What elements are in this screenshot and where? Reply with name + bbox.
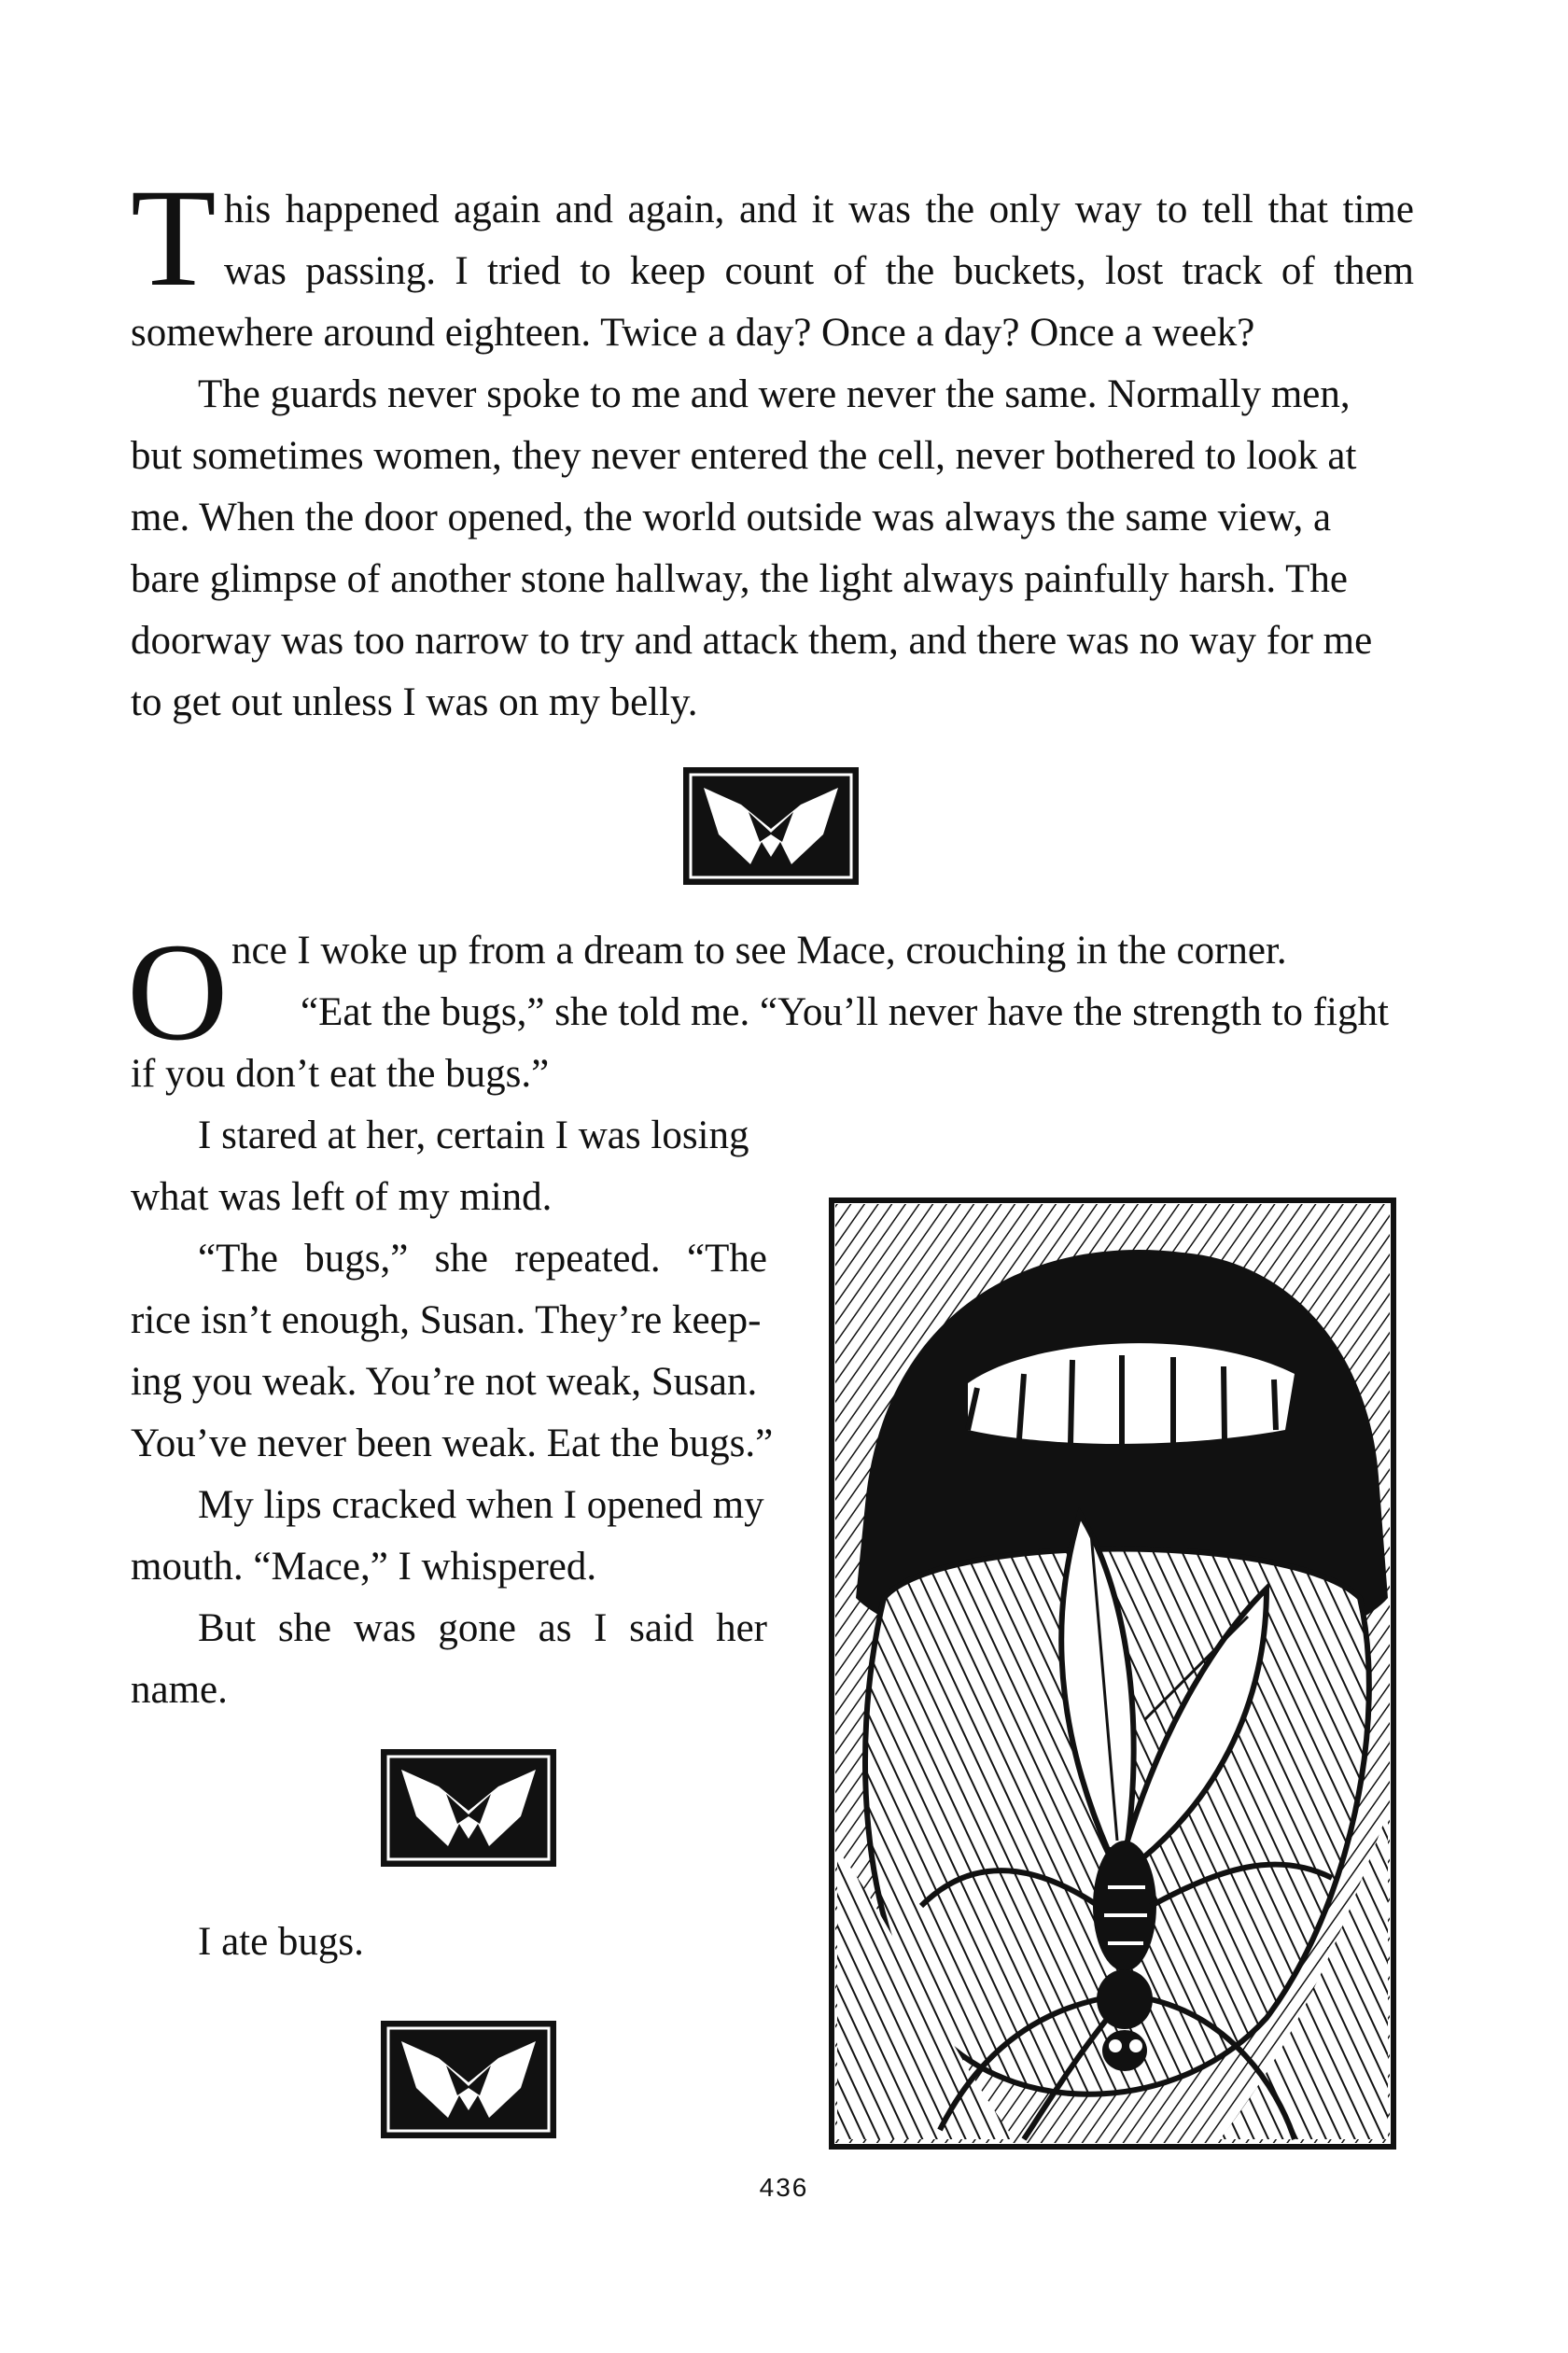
word: of [1281, 249, 1315, 293]
word: only [988, 188, 1061, 231]
paragraph-line: bare glimpse of another stone hallway, the light always painfully harsh. The [131, 557, 1348, 601]
word: she [277, 1606, 332, 1650]
drop-cap-t: T [131, 161, 217, 315]
word: that [1267, 188, 1328, 231]
paragraph-line: mouth. “Mace,” I whispered. [131, 1545, 597, 1589]
paragraph-line: I ate bugs. [198, 1920, 364, 1964]
word: buckets, [953, 249, 1086, 293]
paragraph-line: My lips cracked when I opened my [198, 1483, 764, 1527]
word: count [724, 249, 815, 293]
word: happened [285, 188, 440, 231]
word: as [538, 1606, 572, 1650]
paragraph-line [224, 241, 1414, 302]
paragraph-line: rice isn’t enough, Susan. They’re keep- [131, 1298, 762, 1342]
word: way [1074, 188, 1142, 231]
paragraph-line: nce I woke up from a dream to see Mace, crouching in the corner. [231, 929, 1287, 973]
word: his [224, 188, 272, 231]
page-number: 436 [759, 2173, 809, 2202]
section-break-ornament-icon [381, 2021, 556, 2138]
word: “The [198, 1237, 278, 1281]
word: time [1342, 188, 1414, 231]
paragraph-line: The guards never spoke to me and were never the same. Normally men, [198, 372, 1351, 416]
word: to [580, 249, 611, 293]
word: the [925, 188, 975, 231]
paragraph-line: doorway was too narrow to try and attack them, and there was no way for me [131, 619, 1373, 663]
word: the [885, 249, 935, 293]
paragraph-line: You’ve never been weak. Eat the bugs.” [131, 1422, 774, 1465]
word: them [1334, 249, 1414, 293]
paragraph-line [198, 1228, 767, 1290]
paragraph-line [198, 1598, 767, 1660]
word: track [1182, 249, 1263, 293]
word: I [594, 1606, 608, 1650]
word: gone [438, 1606, 516, 1650]
word: But [198, 1606, 257, 1650]
word: and [738, 188, 798, 231]
word: she [434, 1237, 488, 1281]
paragraph-line: but sometimes women, they never entered the cell, never bothered to look at [131, 434, 1357, 478]
section-break-ornament-icon [683, 767, 859, 885]
word: “The [687, 1237, 767, 1281]
word: and [554, 188, 613, 231]
paragraph-line: if you don’t eat the bugs.” [131, 1052, 550, 1096]
paragraph-line: what was left of my mind. [131, 1175, 553, 1219]
paragraph-line: to get out unless I was on my belly. [131, 680, 698, 724]
word: tried [487, 249, 561, 293]
word: to [1155, 188, 1188, 231]
paragraph-line: name. [131, 1668, 228, 1712]
paragraph-line: “Eat the bugs,” she told me. “You’ll never have the strength to fight [301, 990, 1389, 1034]
word: was [224, 249, 287, 293]
word: it [811, 188, 834, 231]
word: passing. [305, 249, 436, 293]
word: bugs,” [304, 1237, 409, 1281]
section-break-ornament-icon [381, 1749, 556, 1867]
word: repeated. [514, 1237, 661, 1281]
word: I [455, 249, 469, 293]
paragraph-line [224, 179, 1414, 241]
drop-cap-o: O [127, 915, 229, 1070]
word: was [353, 1606, 416, 1650]
paragraph-line: somewhere around eighteen. Twice a day? Once a day? Once a week? [131, 311, 1255, 355]
word: again, [627, 188, 725, 231]
word: was [848, 188, 911, 231]
paragraph-line: me. When the door opened, the world outside was always the same view, a [131, 496, 1332, 539]
word: tell [1201, 188, 1253, 231]
paragraph-line: ing you weak. You’re not weak, Susan. [131, 1360, 758, 1404]
mouth-insect-illustration [828, 1197, 1397, 2150]
word: of [833, 249, 867, 293]
word: keep [630, 249, 707, 293]
word: said [629, 1606, 694, 1650]
paragraph-line: I stared at her, certain I was losing [198, 1113, 749, 1157]
word: again [454, 188, 541, 231]
word: her [716, 1606, 767, 1650]
word: lost [1105, 249, 1164, 293]
